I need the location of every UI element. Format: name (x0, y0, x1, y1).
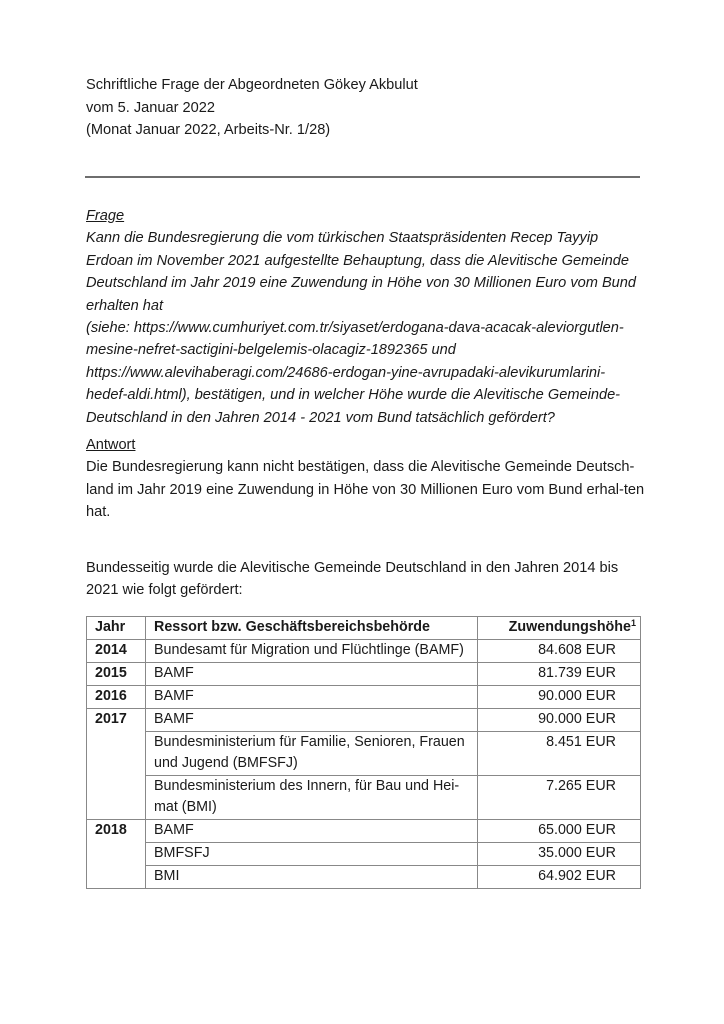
table-cell-year (87, 732, 146, 776)
funding-table (86, 616, 641, 889)
table-cell-amount: 90.000 EUR (478, 709, 641, 732)
question-label: Frage (86, 208, 125, 224)
header-title: Schriftliche Frage der Abgeordneten Gökey Akbulut (86, 77, 418, 93)
table-row (87, 866, 641, 889)
header-reference: (Monat Januar 2022, Arbeits-Nr. 1/28) (86, 122, 331, 138)
answer-text: Die Bundesregierung kann nicht bestätigen, dass die Alevitische Gemeinde Deutsch-land im Jahr 2019 eine Zuwendung in Höhe von 30 Millionen Euro vom Bund erhal-ten hat. (86, 459, 645, 521)
table-cell-ressort: BMI (146, 866, 478, 889)
header-date: vom 5. Januar 2022 (86, 99, 215, 116)
table-cell-ressort: Bundesministerium des Innern, für Bau und Hei-mat (BMI) (146, 776, 478, 820)
table-cell-ressort: BAMF (146, 820, 478, 843)
header-amount-label: Zuwendungshöhe (508, 619, 631, 635)
table-cell-amount: 35.000 EUR (478, 843, 641, 866)
answer-label: Antwort (86, 437, 136, 453)
table-cell-amount: 64.902 EUR (478, 866, 641, 889)
table-row (87, 732, 641, 776)
table-row (87, 709, 641, 732)
table-cell-amount: 65.000 EUR (478, 820, 641, 843)
table-row (87, 776, 641, 820)
table-cell-year: 2018 (87, 820, 146, 843)
table-cell-year: 2016 (87, 686, 146, 709)
question-section (86, 205, 646, 429)
table-cell-year: 2015 (87, 663, 146, 686)
table-header-row (87, 617, 641, 640)
document-header (86, 74, 418, 142)
table-cell-ressort: BMFSFJ (146, 843, 478, 866)
table-row (87, 640, 641, 663)
table-row (87, 820, 641, 843)
table-cell-amount: 81.739 EUR (478, 663, 641, 686)
table-cell-ressort: Bundesministerium für Familie, Senioren, Frauen und Jugend (BMFSFJ) (146, 732, 478, 776)
table-cell-year (87, 776, 146, 820)
table-cell-amount: 8.451 EUR (478, 732, 641, 776)
header-amount (478, 617, 641, 640)
table-cell-year: 2017 (87, 709, 146, 732)
table-cell-year (87, 866, 146, 889)
table-row (87, 686, 641, 709)
answer-paragraph: Bundesseitig wurde die Alevitische Gemeinde Deutschland in den Jahren 2014 bis 2021 wie folgt gefördert: (86, 560, 619, 599)
table-cell-ressort: BAMF (146, 709, 478, 732)
table-row (87, 663, 641, 686)
question-text: Kann die Bundesregierung die vom türkischen Staatspräsidenten Recep Tayyip Erdoan im November 2021 aufgestellte Behauptung, dass die Alevitische Gemeinde Deutschland im Jahr 2019 eine Zuwendung in Höhe von 30 Millionen Euro vom Bund erhalten hat (86, 230, 637, 314)
header-year: Jahr (87, 617, 146, 640)
horizontal-divider (85, 176, 640, 178)
table-cell-year (87, 843, 146, 866)
question-sources: (siehe: https://www.cumhuriyet.com.tr/siyaset/erdogana-dava-acacak-aleviorgutlen-mesine-nefret-sactigini-belgelemis-olacagiz-1892365 und https://www.alevihaberagi.com/24686-erdogan-yine-avrupadaki-alevikurumlarini-hedef-aldi.html), bestätigen, und in welcher Höhe wurde die Alevitische Gemeinde-Deutschland in den Jahren 2014 - 2021 vom Bund tatsächlich gefördert? (86, 320, 624, 426)
table-cell-ressort: BAMF (146, 663, 478, 686)
table-cell-amount: 84.608 EUR (478, 640, 641, 663)
table-cell-amount: 90.000 EUR (478, 686, 641, 709)
answer-section (86, 434, 646, 524)
header-ressort: Ressort bzw. Geschäftsbereichsbehörde (146, 617, 478, 640)
table-cell-year: 2014 (87, 640, 146, 663)
table-row (87, 843, 641, 866)
table-cell-ressort: Bundesamt für Migration und Flüchtlinge (BAMF) (146, 640, 478, 663)
table-cell-amount: 7.265 EUR (478, 776, 641, 820)
table-cell-ressort: BAMF (146, 686, 478, 709)
footnote-marker: 1 (630, 618, 636, 628)
